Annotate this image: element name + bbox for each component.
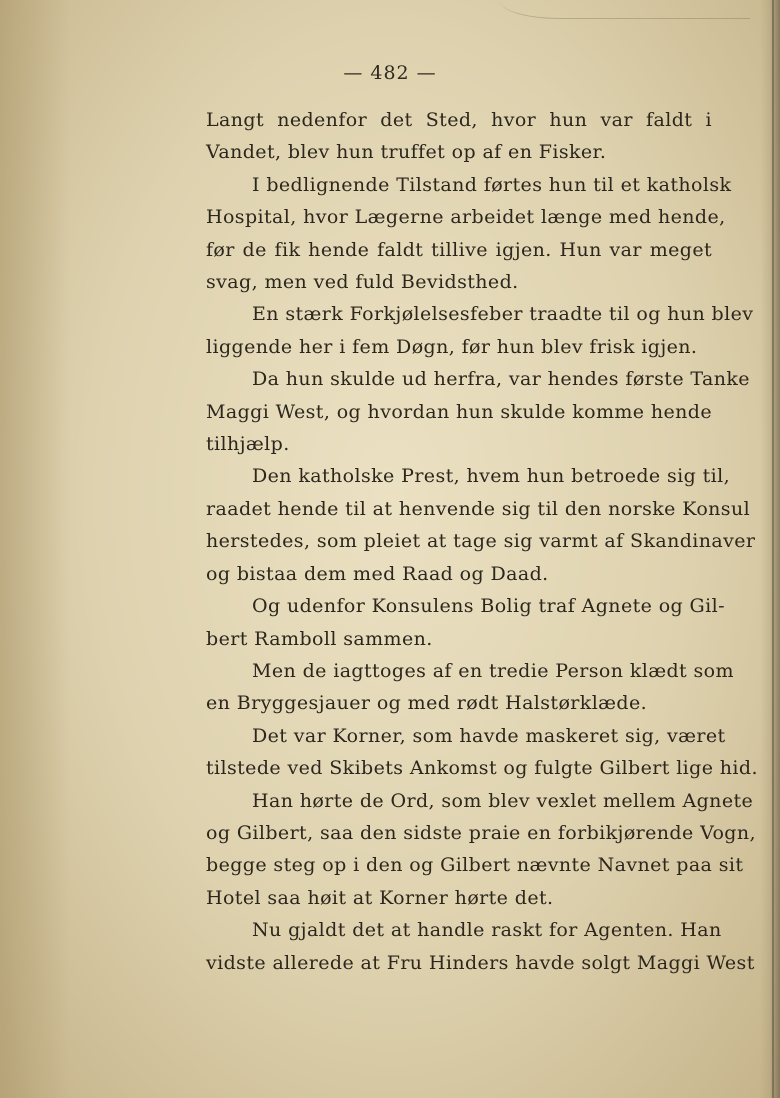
text-line: tilhjælp.	[206, 433, 290, 456]
text-line: Det var Korner, som havde maskeret sig, været	[252, 724, 726, 747]
paragraph	[206, 655, 734, 720]
paragraph	[206, 914, 755, 979]
text-line: og bistaa dem med Raad og Daad.	[206, 562, 549, 585]
text-line: svag, men ved fuld Bevidsthed.	[206, 271, 519, 294]
paragraph	[206, 785, 756, 915]
paragraph	[206, 104, 712, 169]
text-line: Men de iagttoges af en tredie Person klædt som	[252, 659, 734, 682]
paragraph	[206, 169, 732, 299]
paragraph	[206, 590, 725, 655]
text-line: Hotel saa høit at Korner hørte det.	[206, 886, 554, 909]
text-line: I bedlignende Tilstand førtes hun til et katholsk	[252, 173, 732, 196]
text-line: vidste allerede at Fru Hinders havde solgt Maggi West	[206, 951, 755, 974]
text-line: herstedes, som pleiet at tage sig varmt af Skandinaver	[206, 530, 756, 553]
text-line: Vandet, blev hun truffet op af en Fisker.	[206, 141, 607, 164]
text-line: Da hun skulde ud herfra, var hendes første Tanke	[252, 368, 750, 391]
text-line: Den katholske Prest, hvem hun betroede sig til,	[252, 465, 731, 488]
body-text	[206, 104, 758, 979]
text-line: Maggi West, og hvordan hun skulde komme hende	[206, 400, 712, 423]
text-line: en Bryggesjauer og med rødt Halstørklæde.	[206, 692, 648, 715]
text-line: Nu gjaldt det at handle raskt for Agenten. Han	[252, 919, 722, 942]
text-line: En stærk Forkjølelsesfeber traadte til og hun blev	[252, 303, 754, 326]
paragraph	[206, 363, 750, 460]
text-line: liggende her i fem Døgn, før hun blev frisk igjen.	[206, 335, 698, 358]
text-line: Hospital, hvor Lægerne arbeidet længe med hende,	[206, 206, 726, 229]
paragraph	[206, 298, 754, 363]
text-line: og Gilbert, saa den sidste praie en forbikjørende Vogn,	[206, 821, 756, 844]
text-line: Og udenfor Konsulens Bolig traf Agnete og Gil-	[252, 595, 725, 618]
page-corner-shadow	[500, 0, 750, 19]
text-line: Langt nedenfor det Sted, hvor hun var faldt i	[206, 109, 712, 131]
text-line: Han hørte de Ord, som blev vexlet mellem Agnete	[252, 789, 754, 812]
text-line: tilstede ved Skibets Ankomst og fulgte Gilbert lige hid.	[206, 757, 758, 780]
text-line: raadet hende til at henvende sig til den norske Konsul	[206, 497, 751, 520]
page-edge	[772, 0, 774, 1098]
text-line: før de fik hende faldt tillive igjen. Hun var meget	[206, 238, 712, 261]
text-line: bert Ramboll sammen.	[206, 627, 433, 650]
page-number: — 482 —	[343, 62, 437, 84]
paragraph	[206, 460, 756, 590]
text-line: begge steg op i den og Gilbert nævnte Navnet paa sit	[206, 854, 744, 877]
paragraph	[206, 720, 758, 785]
